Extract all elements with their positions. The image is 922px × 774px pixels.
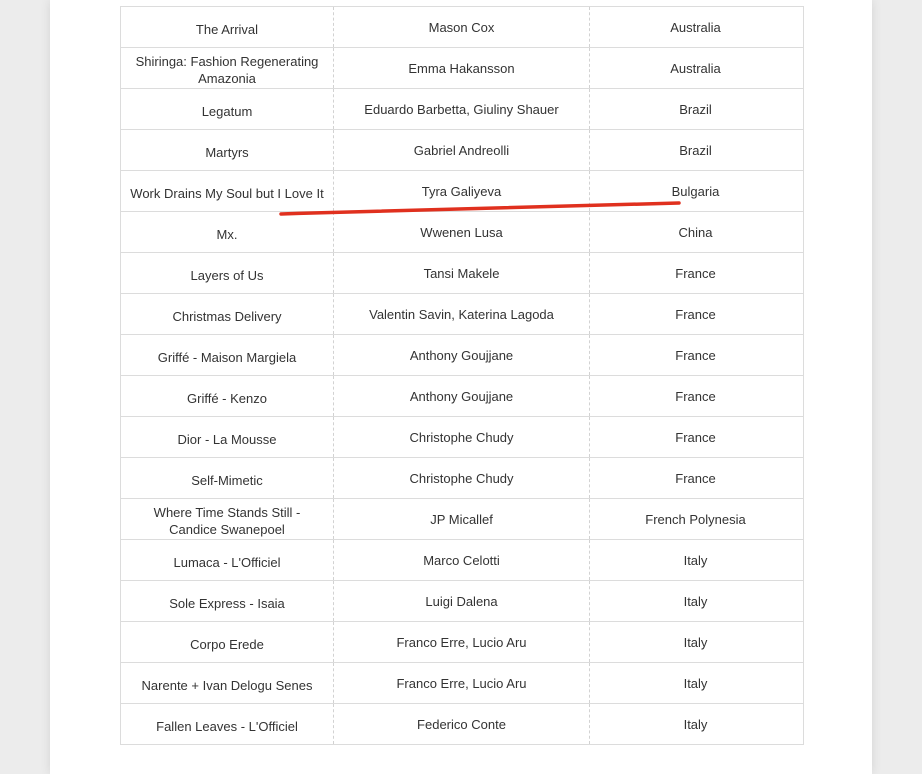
title-cell-text: Corpo Erede [190,636,264,652]
table-row [121,581,803,622]
country-cell [590,499,801,539]
creator-cell [334,253,590,293]
creator-cell [334,335,590,375]
country-cell [590,171,801,211]
title-cell [121,48,334,88]
country-cell-text: China [678,224,713,240]
creator-cell-text: Gabriel Andreolli [413,142,510,158]
title-cell-text: Self-Mimetic [191,472,263,488]
title-cell [121,335,334,375]
creator-cell-text: Anthony Goujjane [409,347,514,363]
country-cell [590,130,801,170]
country-cell [590,704,801,744]
table-row [121,7,803,48]
title-cell-text: Christmas Delivery [172,308,282,324]
title-cell [121,622,334,662]
table-row [121,253,803,294]
table-row [121,704,803,745]
title-cell-text: The Arrival [195,21,259,37]
title-cell [121,130,334,170]
title-cell [121,294,334,334]
table-row [121,212,803,253]
country-cell [590,581,801,621]
title-cell-text: Griffé - Kenzo [187,390,267,406]
title-cell [121,663,334,703]
country-cell [590,48,801,88]
country-cell-text: Brazil [679,142,712,158]
title-cell [121,704,334,744]
creator-cell-text: Anthony Goujjane [409,388,514,404]
creator-cell [334,704,590,744]
title-cell-text: Mx. [216,226,238,242]
creator-cell [334,212,590,252]
country-cell-text: Italy [683,552,708,568]
film-table [120,6,804,745]
creator-cell-text: Wwenen Lusa [420,224,503,240]
creator-cell-text: Federico Conte [417,716,506,732]
creator-cell-text: Tyra Galiyeva [421,183,502,199]
table-row [121,89,803,130]
title-cell-text: Narente + Ivan Delogu Senes [141,677,313,693]
country-cell-text: France [675,265,716,281]
creator-cell-text: Mason Cox [428,19,495,35]
title-cell [121,376,334,416]
creator-cell-text: Emma Hakansson [408,60,515,76]
creator-cell-text: JP Micallef [430,511,493,527]
title-cell [121,7,334,47]
country-cell-text: France [675,429,716,445]
country-cell [590,212,801,252]
creator-cell [334,130,590,170]
creator-cell-text: Valentin Savin, Katerina Lagoda [369,306,554,322]
country-cell [590,335,801,375]
title-cell [121,499,334,539]
title-cell-text: Martyrs [205,144,249,160]
country-cell-text: Italy [683,716,708,732]
creator-cell-text: Luigi Dalena [425,593,498,609]
title-cell-text: Where Time Stands Still - Candice Swanepoel [153,505,301,537]
table-row [121,540,803,581]
table-row [121,376,803,417]
table-row [121,663,803,704]
creator-cell-text: Marco Celotti [423,552,500,568]
table-row [121,622,803,663]
title-cell [121,540,334,580]
country-cell-text: Australia [670,60,721,76]
table-row [121,499,803,540]
title-cell [121,89,334,129]
title-cell-text: Fallen Leaves - L'Officiel [156,718,298,734]
table-row [121,417,803,458]
country-cell [590,89,801,129]
country-cell-text: Bulgaria [671,183,720,199]
creator-cell [334,376,590,416]
country-cell [590,622,801,662]
creator-cell [334,581,590,621]
country-cell-text: Italy [683,593,708,609]
creator-cell [334,540,590,580]
country-cell-text: France [675,388,716,404]
title-cell-text: Shiringa: Fashion Regenerating Amazonia [135,54,319,86]
country-cell-text: Italy [683,634,708,650]
title-cell [121,458,334,498]
title-cell [121,581,334,621]
table-row [121,130,803,171]
creator-cell-text: Christophe Chudy [409,429,514,445]
creator-cell-text: Franco Erre, Lucio Aru [396,634,527,650]
table-row [121,294,803,335]
creator-cell [334,622,590,662]
creator-cell-text: Eduardo Barbetta, Giuliny Shauer [364,101,559,117]
title-cell-text: Sole Express - Isaia [169,595,285,611]
creator-cell [334,499,590,539]
title-cell-text: Legatum [201,103,253,119]
title-cell [121,212,334,252]
title-cell-text: Dior - La Mousse [177,431,277,447]
table-row [121,48,803,89]
table-row [121,335,803,376]
country-cell-text: France [675,347,716,363]
creator-cell [334,7,590,47]
country-cell-text: France [675,470,716,486]
title-cell [121,417,334,457]
country-cell-text: Italy [683,675,708,691]
country-cell-text: Brazil [679,101,712,117]
country-cell [590,458,801,498]
country-cell-text: France [675,306,716,322]
country-cell [590,663,801,703]
country-cell [590,417,801,457]
title-cell-text: Layers of Us [190,267,264,283]
title-cell-text: Lumaca - L'Officiel [173,554,281,570]
creator-cell-text: Franco Erre, Lucio Aru [396,675,527,691]
creator-cell [334,663,590,703]
table-row [121,171,803,212]
title-cell [121,171,334,211]
country-cell [590,7,801,47]
country-cell [590,376,801,416]
country-cell [590,253,801,293]
creator-cell [334,171,590,211]
creator-cell [334,89,590,129]
title-cell-text: Work Drains My Soul but I Love It [130,185,324,201]
creator-cell [334,48,590,88]
country-cell [590,540,801,580]
country-cell-text: Australia [670,19,721,35]
creator-cell [334,294,590,334]
title-cell [121,253,334,293]
creator-cell-text: Tansi Makele [423,265,500,281]
creator-cell [334,458,590,498]
creator-cell-text: Christophe Chudy [409,470,514,486]
country-cell-text: French Polynesia [645,511,746,527]
document-page [50,0,872,774]
country-cell [590,294,801,334]
table-row [121,458,803,499]
title-cell-text: Griffé - Maison Margiela [157,349,297,365]
creator-cell [334,417,590,457]
